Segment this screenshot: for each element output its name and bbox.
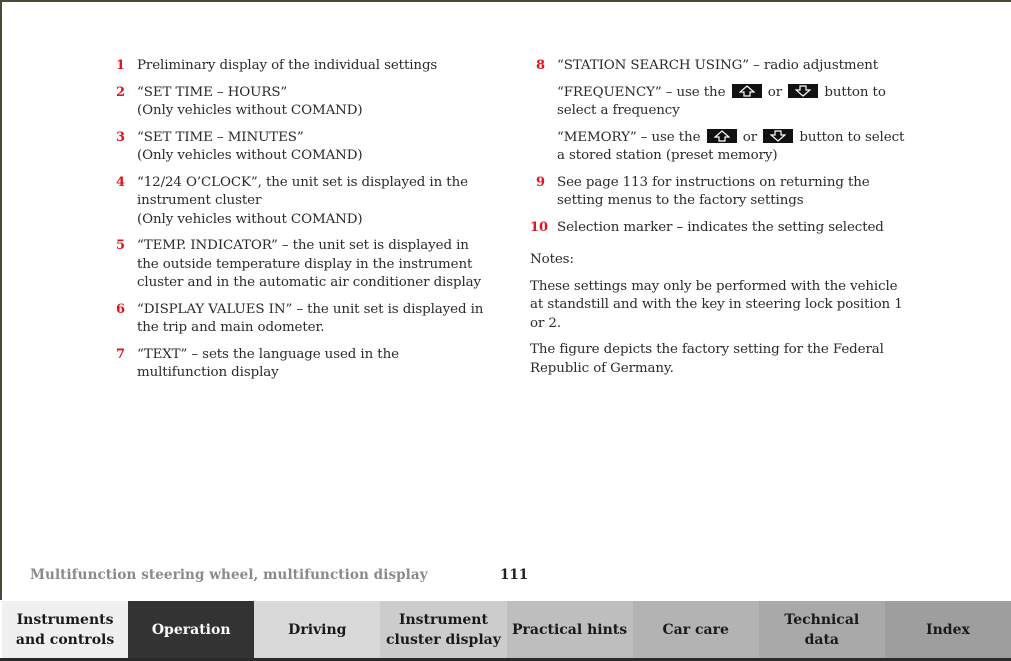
- item-text: “12/24 O’CLOCK”, the unit set is displayed in the: [137, 174, 468, 190]
- item-number: 10: [530, 219, 548, 235]
- memory-text-post: button to select: [799, 129, 905, 145]
- note-text: These settings may only be performed with the vehicle: [530, 278, 898, 294]
- item-number: 6: [116, 301, 125, 317]
- note-text: The figure depicts the factory setting for the Federal: [530, 342, 884, 357]
- frequency-text: “FREQUENCY” – use the: [557, 84, 726, 100]
- item-number: 2: [116, 84, 125, 100]
- tab-label: Car care: [662, 622, 729, 638]
- chapter-tab-bar: [2, 601, 1011, 659]
- notes-label: Notes:: [530, 252, 574, 267]
- item-text: “STATION SEARCH USING” – radio adjustment: [557, 58, 879, 73]
- page-number: 111: [500, 567, 529, 583]
- item-text: “DISPLAY VALUES IN” – the unit set is displayed in: [137, 301, 484, 317]
- item-text: Preliminary display of the individual settings: [137, 58, 438, 73]
- item-text: cluster and in the automatic air conditioner display: [137, 275, 482, 290]
- legend-item-2: [116, 84, 501, 121]
- tab-technical-data[interactable]: [759, 601, 885, 659]
- tab-label: and controls: [15, 632, 115, 648]
- item-number: 1: [116, 58, 125, 73]
- or-text: or: [767, 84, 783, 100]
- right-column: [530, 57, 915, 386]
- tab-label: Instruments: [16, 612, 114, 628]
- item-text: the outside temperature display in the instrument: [137, 256, 473, 272]
- item-number: 3: [116, 129, 125, 145]
- tab-label: cluster display: [386, 632, 501, 648]
- tab-label: Practical hints: [512, 622, 628, 638]
- tab-label: Operation: [151, 622, 231, 638]
- item-text: Selection marker – indicates the setting selected: [557, 219, 884, 235]
- page-frame-left: [0, 0, 2, 600]
- tab-car-care[interactable]: [633, 601, 759, 659]
- tab-label: Instrument: [398, 612, 488, 628]
- item-text: setting menus to the factory settings: [557, 193, 804, 208]
- legend-item-10: [530, 219, 915, 238]
- tab-instruments-and-controls[interactable]: [2, 601, 128, 659]
- note-paragraph-2: [530, 341, 915, 378]
- tab-label: Index: [926, 622, 970, 638]
- legend-item-6: [116, 301, 501, 338]
- item-text: multifunction display: [137, 365, 279, 380]
- note-text: Republic of Germany.: [530, 360, 674, 376]
- item-number: 4: [116, 174, 125, 190]
- legend-item-8: [530, 57, 915, 76]
- item-number: 8: [536, 58, 545, 73]
- item-text: (Only vehicles without COMAND): [137, 148, 363, 163]
- legend-item-1: [116, 57, 501, 76]
- item-text: instrument cluster: [137, 193, 262, 208]
- arrow-down-key-icon: [763, 129, 793, 143]
- legend-item-4: [116, 174, 501, 230]
- tab-driving[interactable]: [254, 601, 380, 659]
- item-text: “TEMP. INDICATOR” – the unit set is displayed in: [137, 238, 469, 253]
- tab-practical-hints[interactable]: [507, 601, 633, 659]
- memory-text: “MEMORY” – use the: [557, 129, 701, 145]
- item-text: the trip and main odometer.: [137, 320, 325, 335]
- arrow-up-key-icon: [707, 129, 737, 143]
- item-text: “SET TIME – HOURS”: [137, 84, 288, 100]
- item-text: (Only vehicles without COMAND): [137, 103, 363, 118]
- item-text: “TEXT” – sets the language used in the: [137, 346, 399, 362]
- left-column: [116, 57, 501, 391]
- item-number: 5: [116, 238, 125, 253]
- tab-index[interactable]: [885, 601, 1011, 659]
- note-text: at standstill and with the key in steering lock position 1: [530, 297, 903, 312]
- legend-item-9: [530, 174, 915, 211]
- tab-label: data: [804, 632, 840, 648]
- note-paragraph-1: [530, 278, 915, 334]
- tab-instrument-cluster-display[interactable]: [380, 601, 506, 659]
- item-number: 9: [536, 174, 545, 190]
- memory-instruction: [557, 129, 915, 166]
- legend-item-5: [116, 237, 501, 293]
- tab-label: Technical: [784, 612, 860, 628]
- arrow-down-key-icon: [788, 84, 818, 98]
- tab-operation[interactable]: [128, 601, 254, 659]
- note-text: or 2.: [530, 315, 561, 331]
- item-text: “SET TIME – MINUTES”: [137, 129, 304, 145]
- frequency-text-post: button to: [824, 84, 886, 100]
- legend-item-3: [116, 129, 501, 166]
- frequency-text-line2: select a frequency: [557, 103, 680, 118]
- item-text: (Only vehicles without COMAND): [137, 211, 363, 227]
- memory-text-line2: a stored station (preset memory): [557, 148, 778, 163]
- or-text: or: [742, 129, 758, 145]
- legend-item-7: [116, 346, 501, 383]
- item-text: See page 113 for instructions on returning the: [557, 174, 870, 190]
- section-title: Multifunction steering wheel, multifunction display: [30, 567, 428, 583]
- item-number: 7: [116, 346, 125, 362]
- arrow-up-key-icon: [732, 84, 762, 98]
- page-frame-top: [0, 0, 1011, 2]
- tab-label: Driving: [288, 622, 347, 638]
- frequency-instruction: [557, 84, 915, 121]
